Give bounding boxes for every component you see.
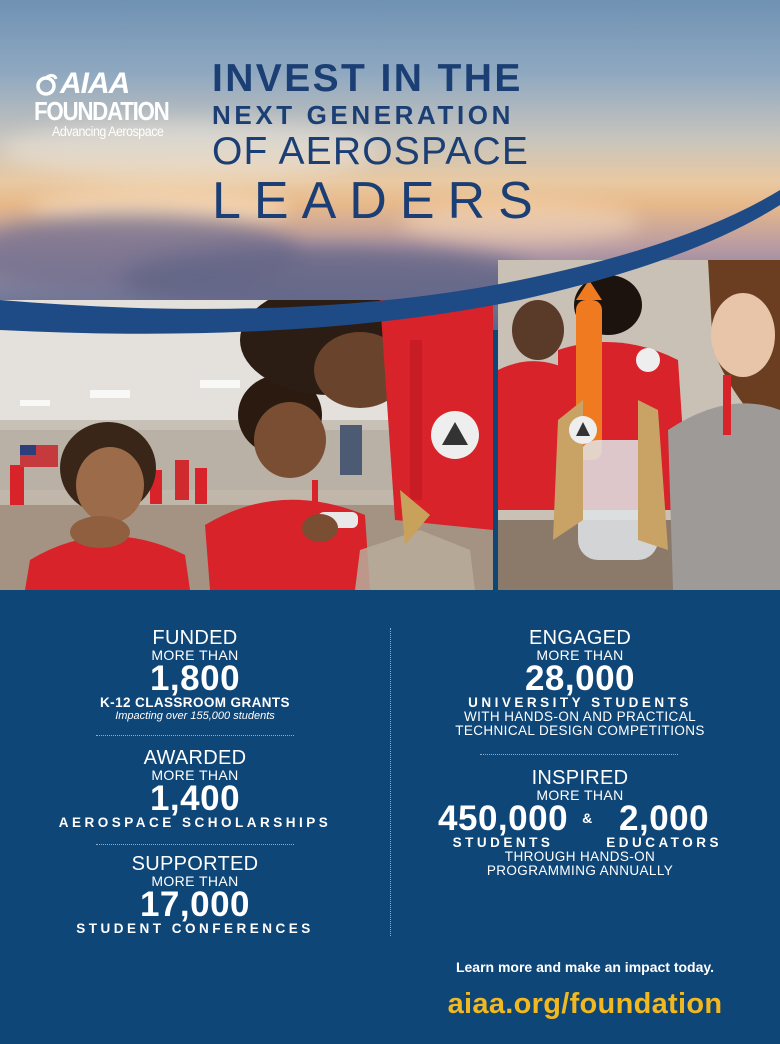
dotted-divider <box>96 735 294 736</box>
stat-number: 1,800 <box>149 659 241 698</box>
headline-line-4: LEADERS <box>212 172 546 230</box>
stat-number: 450,000 <box>438 799 569 838</box>
logo-foundation-text: FOUNDATION <box>34 96 169 126</box>
dotted-divider <box>96 844 294 845</box>
stat-detail-line: PROGRAMMING ANNUALLY <box>486 863 674 878</box>
cta-text: Learn more and make an impact today. <box>455 959 715 975</box>
stat-verb: INSPIRED <box>531 767 629 789</box>
stat-label: K-12 CLASSROOM GRANTS <box>100 695 290 710</box>
call-to-action <box>390 958 780 1024</box>
headline-line-3: OF AEROSPACE <box>212 130 530 173</box>
impact-stats-panel <box>0 590 780 1044</box>
stat-detail-line: THROUGH HANDS-ON <box>504 849 656 864</box>
stat-funded <box>80 628 310 723</box>
ampersand: & <box>582 810 593 826</box>
stat-verb: AWARDED <box>143 747 247 769</box>
headline-line-1: INVEST IN THE <box>212 57 523 100</box>
stat-number: 1,400 <box>149 779 241 818</box>
stat-label: STUDENTS <box>452 835 554 850</box>
stat-number: 2,000 <box>619 799 710 838</box>
stat-label: AEROSPACE SCHOLARSHIPS <box>58 815 332 830</box>
stat-number: 17,000 <box>139 885 251 924</box>
stat-number: 28,000 <box>524 659 636 698</box>
stat-students <box>438 799 569 850</box>
stat-label: STUDENT CONFERENCES <box>76 921 314 936</box>
logo-tagline: Advancing Aerospace <box>52 124 164 139</box>
stat-number-pair <box>410 799 750 850</box>
headline-line-2: NEXT GENERATION <box>212 100 514 130</box>
dotted-divider <box>480 754 678 755</box>
stat-supported <box>40 854 350 936</box>
logo-mark-text: AIAA <box>60 67 130 100</box>
stat-detail-line: TECHNICAL DESIGN COMPETITIONS <box>455 723 705 738</box>
stat-verb: SUPPORTED <box>131 853 259 875</box>
stat-more-than: MORE THAN <box>151 767 239 783</box>
stat-more-than: MORE THAN <box>151 647 239 663</box>
stat-more-than: MORE THAN <box>536 647 624 663</box>
stat-awarded <box>40 748 350 830</box>
stat-educators <box>606 799 722 850</box>
foundation-link[interactable]: aiaa.org/foundation <box>447 988 723 1020</box>
stat-more-than: MORE THAN <box>151 873 239 889</box>
stat-note: Impacting over 155,000 students <box>115 710 275 722</box>
stat-label: EDUCATORS <box>606 835 722 850</box>
hero-wave-divider <box>0 0 780 340</box>
stat-more-than: MORE THAN <box>536 787 624 803</box>
stat-detail-line: WITH HANDS-ON AND PRACTICAL <box>463 709 697 724</box>
stat-verb: ENGAGED <box>528 627 632 649</box>
students-gluing-photo <box>0 300 493 590</box>
classroom-illustration <box>0 300 493 590</box>
stat-label: UNIVERSITY STUDENTS <box>468 695 692 710</box>
stat-verb: FUNDED <box>152 627 238 649</box>
vertical-divider <box>390 628 391 936</box>
stat-inspired <box>410 768 750 878</box>
stat-engaged <box>430 628 730 738</box>
